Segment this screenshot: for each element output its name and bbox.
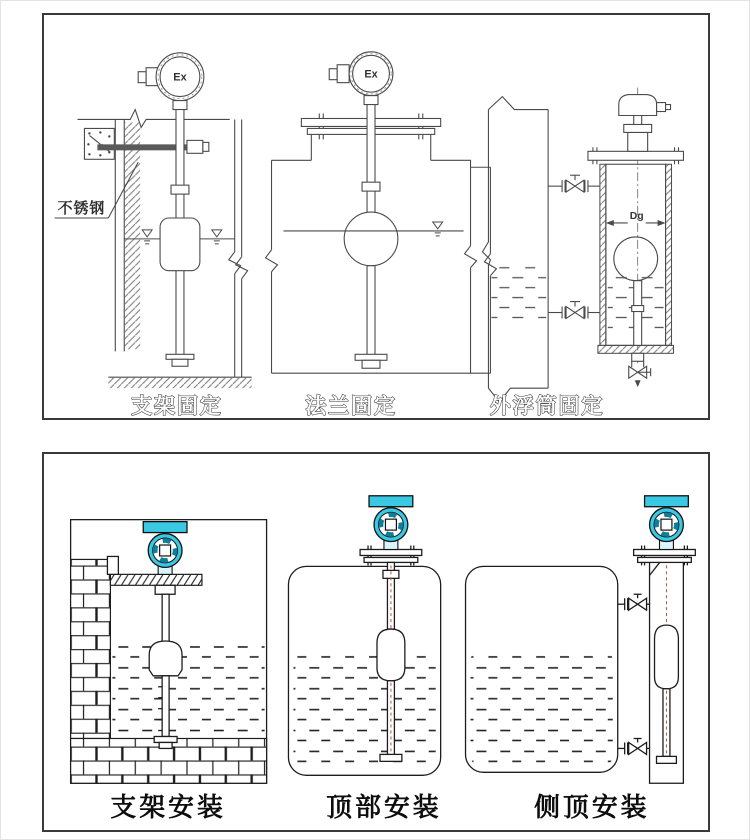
- wall-hatch: [124, 122, 140, 349]
- tank-walls: [266, 160, 497, 373]
- diagram-bracket-fixing: [55, 53, 252, 418]
- diagram-side-top-installation: [466, 496, 696, 822]
- float: [377, 629, 405, 681]
- wall-mount-plate: [84, 128, 114, 159]
- rod-coupling: [362, 182, 380, 191]
- rod-end-stopper: [657, 756, 677, 763]
- tank-liquid: [491, 266, 546, 324]
- panel-fixing-methods: [42, 13, 710, 420]
- mounting-flange: [634, 549, 696, 555]
- ball-float: [344, 212, 398, 266]
- dg-label: Dg: [629, 210, 644, 222]
- panel-installation-methods: [42, 452, 710, 832]
- drain-valve: [629, 353, 651, 387]
- installation-methods-drawing: [44, 454, 708, 830]
- rod-end-stopper: [166, 354, 194, 359]
- upper-isolation-valve: [548, 175, 600, 192]
- rod-coupling: [171, 185, 189, 194]
- caption-external-chamber-fixing: 外浮筒固定: [489, 395, 605, 418]
- rod-end-stopper: [355, 354, 387, 360]
- float: [160, 218, 200, 271]
- tank-water: [470, 649, 612, 767]
- caption-bracket-fixing: 支架固定: [131, 395, 223, 418]
- caption-bracket-installation: 支架安装: [110, 794, 226, 823]
- ground-hatch: [108, 377, 251, 388]
- rod-clamp: [187, 140, 203, 153]
- caption-side-top-installation: 侧顶安装: [534, 794, 650, 823]
- tank-right-wall: [229, 119, 248, 377]
- rod-end-stopper: [380, 754, 402, 761]
- transmitter-head: [645, 496, 689, 542]
- cable-gland-icon: [138, 72, 146, 83]
- pool-water: [112, 643, 264, 738]
- chamber-top-flange-and-head: [588, 95, 684, 165]
- stainless-steel-label: 不锈钢: [57, 200, 106, 218]
- transmitter-head: [369, 496, 413, 542]
- diagram-bracket-installation: [71, 520, 267, 822]
- sensor-rod: [367, 105, 375, 216]
- ex-transmitter-head: [329, 52, 393, 105]
- process-tank: [482, 97, 548, 402]
- ex-transmitter-head: [138, 53, 204, 110]
- tank-water: [293, 649, 435, 770]
- float: [655, 625, 679, 689]
- bracket-angle: [107, 556, 118, 574]
- ex-label: Ex: [173, 71, 187, 84]
- sensor-rod: [634, 281, 642, 346]
- cable-gland-icon: [657, 103, 666, 112]
- sensor-rod: [162, 594, 169, 643]
- diagram-top-installation: [288, 496, 441, 822]
- fixing-methods-drawing: [44, 15, 708, 418]
- union-nut: [155, 585, 175, 594]
- junction-box-icon: [619, 95, 657, 116]
- cable-gland-icon: [329, 69, 337, 80]
- brick-wall: [71, 559, 111, 738]
- rod-end-stopper: [154, 736, 177, 742]
- caption-top-installation: 顶部安装: [326, 794, 442, 823]
- bracket-platform: [110, 574, 202, 585]
- wall-top-line: [77, 110, 229, 128]
- float: [149, 641, 182, 676]
- upper-connection-valve: [618, 594, 650, 610]
- lower-connection-valve: [618, 738, 650, 754]
- ex-label: Ex: [364, 68, 378, 81]
- diagram-external-chamber-fixing: [482, 88, 683, 418]
- lower-isolation-valve: [548, 302, 600, 319]
- mounting-flange: [360, 549, 422, 555]
- caption-flange-fixing: 法兰固定: [305, 395, 397, 418]
- diagram-flange-fixing: [266, 52, 497, 418]
